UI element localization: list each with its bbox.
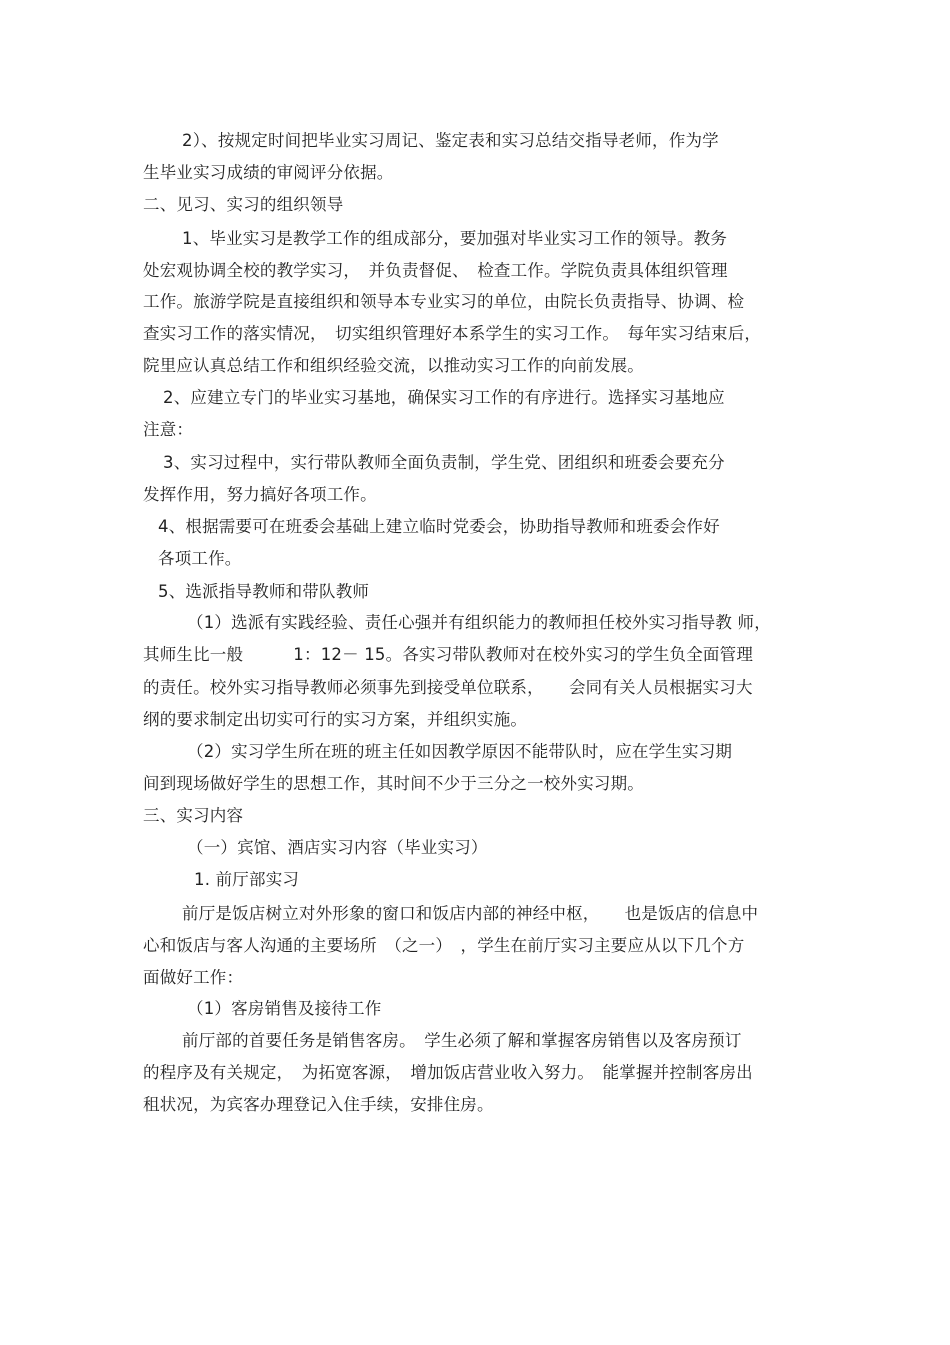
section-heading: 二、见习、实习的组织领导	[143, 195, 344, 214]
text-line: 前厅是饭店树立对外形象的窗口和饭店内部的神经中枢， 也是饭店的信息中	[182, 904, 759, 923]
text-line: 4、根据需要可在班委会基础上建立临时党委会，协助指导教师和班委会作好	[158, 517, 720, 536]
text-line: 租状况，为宾客办理登记入住手续，安排住房。	[143, 1095, 494, 1114]
text-line: 的程序及有关规定， 为拓宽客源， 增加饭店营业收入努力。 能掌握并控制客房出	[143, 1063, 753, 1082]
text-line: 纲的要求制定出切实可行的实习方案，并组织实施。	[143, 710, 528, 729]
text-line: （2）实习学生所在班的班主任如因教学原因不能带队时，应在学生实习期	[187, 742, 733, 761]
text-line: 院里应认真总结工作和组织经验交流，以推动实习工作的向前发展。	[143, 356, 644, 375]
text-line: 工作。旅游学院是直接组织和领导本专业实习的单位，由院长负责指导、协调、检	[143, 292, 745, 311]
subsection-heading: 1. 前厅部实习	[194, 870, 300, 889]
text-line: 3、实习过程中，实行带队教师全面负责制，学生党、团组织和班委会要充分	[163, 453, 725, 472]
subsection-heading: （一）宾馆、酒店实习内容（毕业实习）	[187, 838, 488, 857]
text-line: 各项工作。	[158, 549, 242, 568]
text-line: 面做好工作：	[143, 968, 244, 987]
text-line: 心和饭店与客人沟通的主要场所 （之一） ，学生在前厅实习主要应从以下几个方	[143, 936, 745, 955]
text-line: （1）选派有实践经验、责任心强并有组织能力的教师担任校外实习指导教 师，	[187, 613, 771, 632]
text-line: 其师生比一般 1：12－ 15。各实习带队教师对在校外实习的学生负全面管理	[143, 645, 754, 664]
text-line: 发挥作用，努力搞好各项工作。	[143, 485, 377, 504]
text-line: 1、毕业实习是教学工作的组成部分，要加强对毕业实习工作的领导。教务	[182, 229, 728, 248]
text-line: 查实习工作的落实情况， 切实组织管理好本系学生的实习工作。 每年实习结束后，	[143, 324, 762, 343]
subsection-heading: （1）客房销售及接待工作	[187, 999, 382, 1018]
text-line: 5、选派指导教师和带队教师	[158, 582, 370, 601]
text-line: 2、应建立专门的毕业实习基地，确保实习工作的有序进行。选择实习基地应	[163, 388, 725, 407]
text-line: 2）、按规定时间把毕业实习周记、鉴定表和实习总结交指导老师，作为学	[182, 131, 719, 150]
text-line: 间到现场做好学生的思想工作，其时间不少于三分之一校外实习期。	[143, 774, 644, 793]
text-line: 注意：	[143, 420, 194, 439]
text-line: 处宏观协调全校的教学实习， 并负责督促、 检查工作。学院负责具体组织管理	[143, 261, 728, 280]
section-heading: 三、实习内容	[143, 806, 244, 825]
text-line: 生毕业实习成绩的审阅评分依据。	[143, 163, 394, 182]
text-line: 的责任。校外实习指导教师必须事先到接受单位联系， 会同有关人员根据实习大	[143, 678, 753, 697]
text-line: 前厅部的首要任务是销售客房。 学生必须了解和掌握客房销售以及客房预订	[182, 1031, 742, 1050]
